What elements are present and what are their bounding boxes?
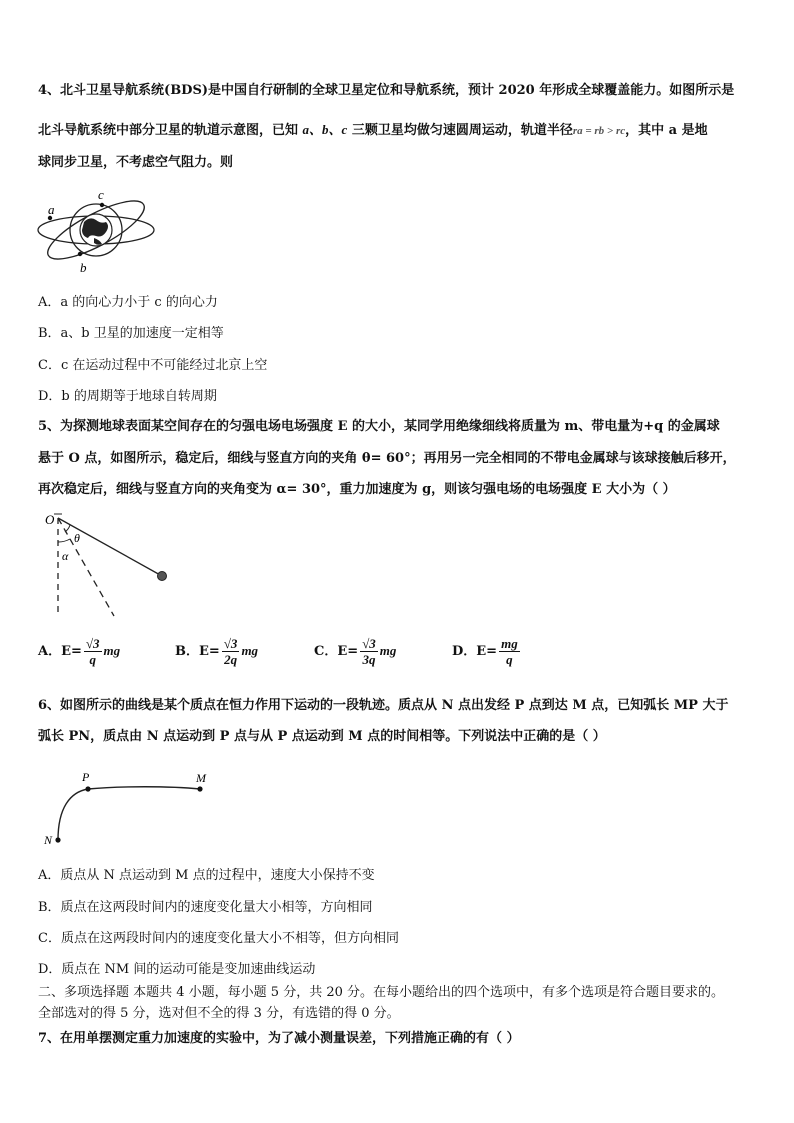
satellite-b bbox=[78, 252, 82, 256]
q5-option-b: B．E= $\frac{√3}{2q}$ mg bbox=[175, 636, 259, 667]
q6-option-c: C．质点在这两段时间内的速度变化量大小不相等，但方向相同 bbox=[38, 931, 399, 946]
label-c: c bbox=[98, 188, 104, 202]
q6-stem-line1: 6、如图所示的曲线是某个质点在恒力作用下运动的一段轨迹。质点从 N 点出发经 P 点到达 M 点，已知弧长 MP 大于 bbox=[38, 698, 729, 713]
label-N: N bbox=[44, 833, 53, 847]
label-alpha: α bbox=[62, 549, 69, 563]
q6-option-a: A．质点从 N 点运动到 M 点的过程中，速度大小保持不变 bbox=[38, 868, 375, 883]
label-a: a bbox=[48, 202, 55, 217]
q5-option-d: D．E= $\frac{mg}{q}$ bbox=[452, 636, 518, 667]
alpha-arc bbox=[58, 539, 70, 542]
label-theta: θ bbox=[74, 531, 80, 545]
label-M: M bbox=[196, 771, 206, 785]
theta-arc bbox=[65, 525, 70, 532]
q7-stem-line1: 7、在用单摆测定重力加速度的实验中，为了减小测量误差，下列措施正确的有（ ） bbox=[38, 1031, 520, 1046]
section2-line2: 全部选对的得 5 分，选对但不全的得 3 分，有选错的得 0 分。 bbox=[38, 1006, 400, 1021]
q6-option-d: D．质点在 NM 间的运动可能是变加速曲线运动 bbox=[38, 962, 316, 977]
q4-option-b: B．a、b 卫星的加速度一定相等 bbox=[38, 326, 224, 341]
q4-line2-part-a: 北斗导航系统中部分卫星的轨道示意图，已知 bbox=[38, 123, 303, 138]
q4-orbit-figure bbox=[36, 188, 160, 278]
q4-option-a: A．a 的向心力小于 c 的向心力 bbox=[38, 295, 218, 310]
q4-radius-expr: ra = rb > rc bbox=[572, 125, 626, 137]
q4-line2-part-b: 三颗卫星均做匀速圆周运动，轨道半径 bbox=[347, 123, 573, 138]
q4-option-c: C．c 在运动过程中不可能经过北京上空 bbox=[38, 358, 268, 373]
q4-option-d: D．b 的周期等于地球自转周期 bbox=[38, 389, 217, 404]
q4-vars: a、b、c bbox=[302, 122, 348, 137]
q4-stem-line3: 球同步卫星，不考虑空气阻力。则 bbox=[38, 155, 234, 170]
thread-theta bbox=[58, 518, 162, 576]
q4-stem-line2 bbox=[38, 121, 708, 140]
q6-trajectory-figure bbox=[40, 768, 220, 848]
q5-option-a: A．E= $\frac{√3}{q}$ mg bbox=[38, 636, 121, 667]
label-b: b bbox=[80, 260, 87, 275]
metal-ball bbox=[158, 572, 167, 581]
label-P: P bbox=[82, 770, 90, 784]
q5-stem-line1: 5、为探测地球表面某空间存在的匀强电场电场强度 E 的大小，某同学用绝缘细线将质量为 m、带电量为+q 的金属球 bbox=[38, 419, 720, 434]
q5-option-c: C．E= $\frac{√3}{3q}$ mg bbox=[314, 636, 397, 667]
trajectory-curve bbox=[58, 787, 200, 840]
section2-line1: 二、多项选择题 本题共 4 小题，每小题 5 分，共 20 分。在每小题给出的四个选项中，有多个选项是符合题目要求的。 bbox=[38, 985, 725, 1000]
q6-stem-line2: 弧长 PN，质点由 N 点运动到 P 点与从 P 点运动到 M 点的时间相等。下列说法中正确的是（ ） bbox=[38, 729, 606, 744]
point-P bbox=[85, 786, 90, 791]
q6-option-b: B．质点在这两段时间内的速度变化量大小相等，方向相同 bbox=[38, 900, 373, 915]
thread-alpha-dashed bbox=[58, 518, 114, 616]
label-O: O bbox=[45, 512, 55, 527]
q5-pendulum-figure bbox=[42, 512, 174, 620]
q4-stem-line1: 4、北斗卫星导航系统(BDS)是中国自行研制的全球卫星定位和导航系统，预计 2020 年形成全球覆盖能力。如图所示是 bbox=[38, 83, 735, 98]
q5-stem-line3: 再次稳定后，细线与竖直方向的夹角变为 α= 30°，重力加速度为 g，则该匀强电场的电场强度 E 大小为（ ） bbox=[38, 482, 676, 497]
q4-line2-part-c: ，其中 a 是地 bbox=[625, 123, 708, 138]
point-N bbox=[55, 837, 60, 842]
q5-stem-line2: 悬于 O 点，如图所示，稳定后，细线与竖直方向的夹角 θ= 60°；再用另一完全相同的不带电金属球与该球接触后移开， bbox=[38, 451, 736, 466]
point-M bbox=[197, 786, 202, 791]
satellite-c bbox=[100, 203, 104, 207]
